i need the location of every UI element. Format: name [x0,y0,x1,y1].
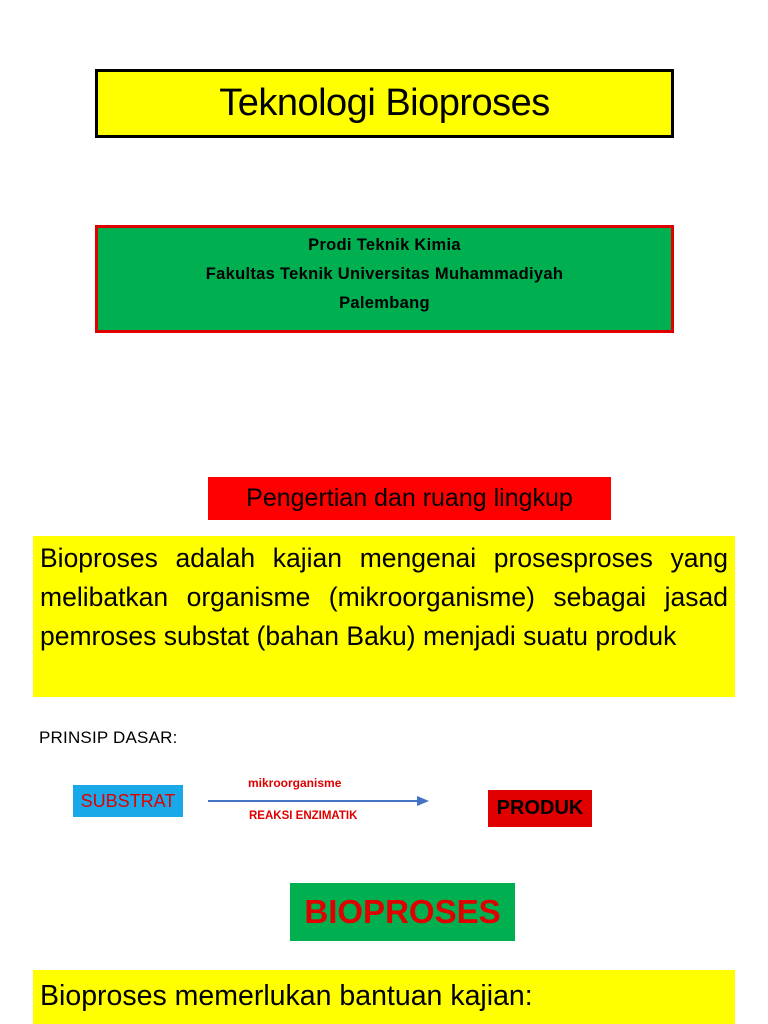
title-box [95,69,674,138]
affiliation-line-1: Prodi Teknik Kimia [308,236,461,254]
bottom-text: Bioproses memerlukan bantuan kajian: [40,980,533,1012]
affiliation-line-3: Palembang [339,294,430,312]
bottom-text-box [33,970,735,1024]
substrat-label: SUBSTRAT [80,790,176,811]
section-heading [208,477,611,520]
arrow-bottom-label: REAKSI ENZIMATIK [249,810,358,822]
affiliation-line-2: Fakultas Teknik Universitas Muhammadiyah [205,265,564,283]
produk-box [488,790,592,827]
produk-label: PRODUK [496,797,584,819]
substrat-box [73,785,183,817]
bioproses-heading [290,883,515,941]
definition-box [33,536,735,697]
principle-label: PRINSIP DASAR: [39,728,178,747]
page-title: Teknologi Bioproses [219,82,550,124]
section-heading-text: Pengertian dan ruang lingkup [246,484,573,512]
bioproses-heading-text: BIOPROSES [304,893,501,930]
arrow-top-label: mikroorganisme [248,776,342,790]
definition-text: Bioproses adalah kajian mengenai prosesproses yang melibatkan organisme (mikroorganisme) sebagai jasad pemroses substat (bahan Baku) menjadi suatu produk [40,543,728,651]
affiliation-box [95,225,674,333]
process-arrow-icon [205,790,435,810]
